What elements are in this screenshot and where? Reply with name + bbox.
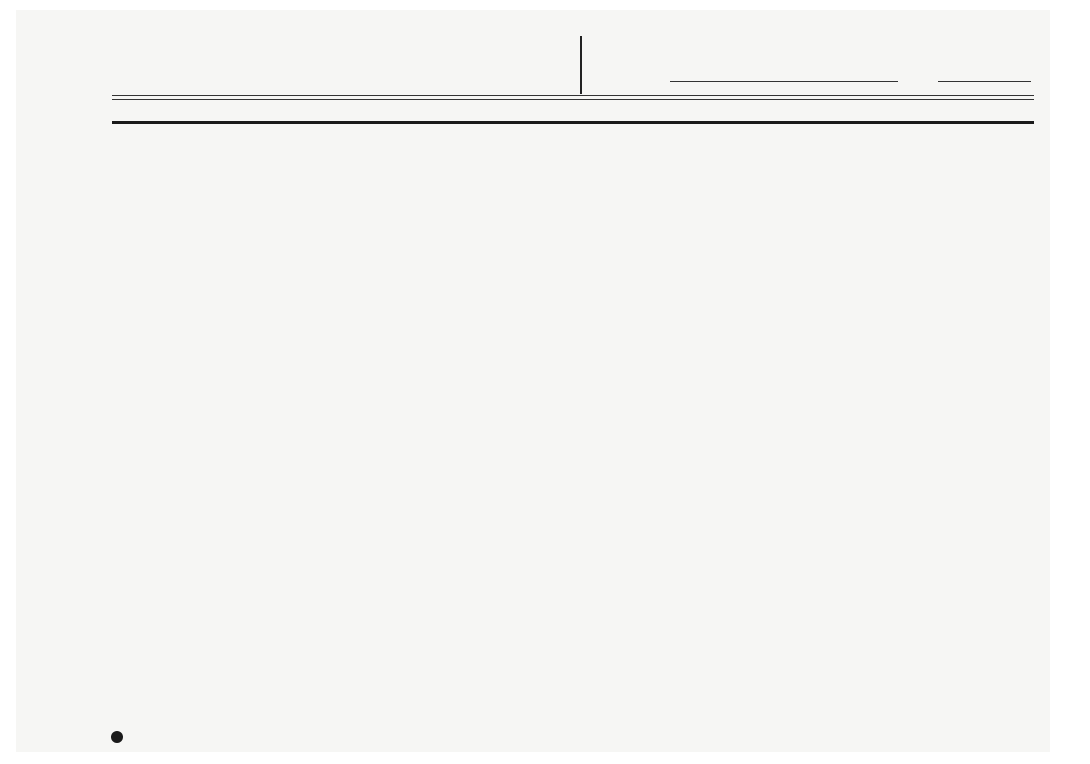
printer-logo-icon: [111, 731, 123, 743]
